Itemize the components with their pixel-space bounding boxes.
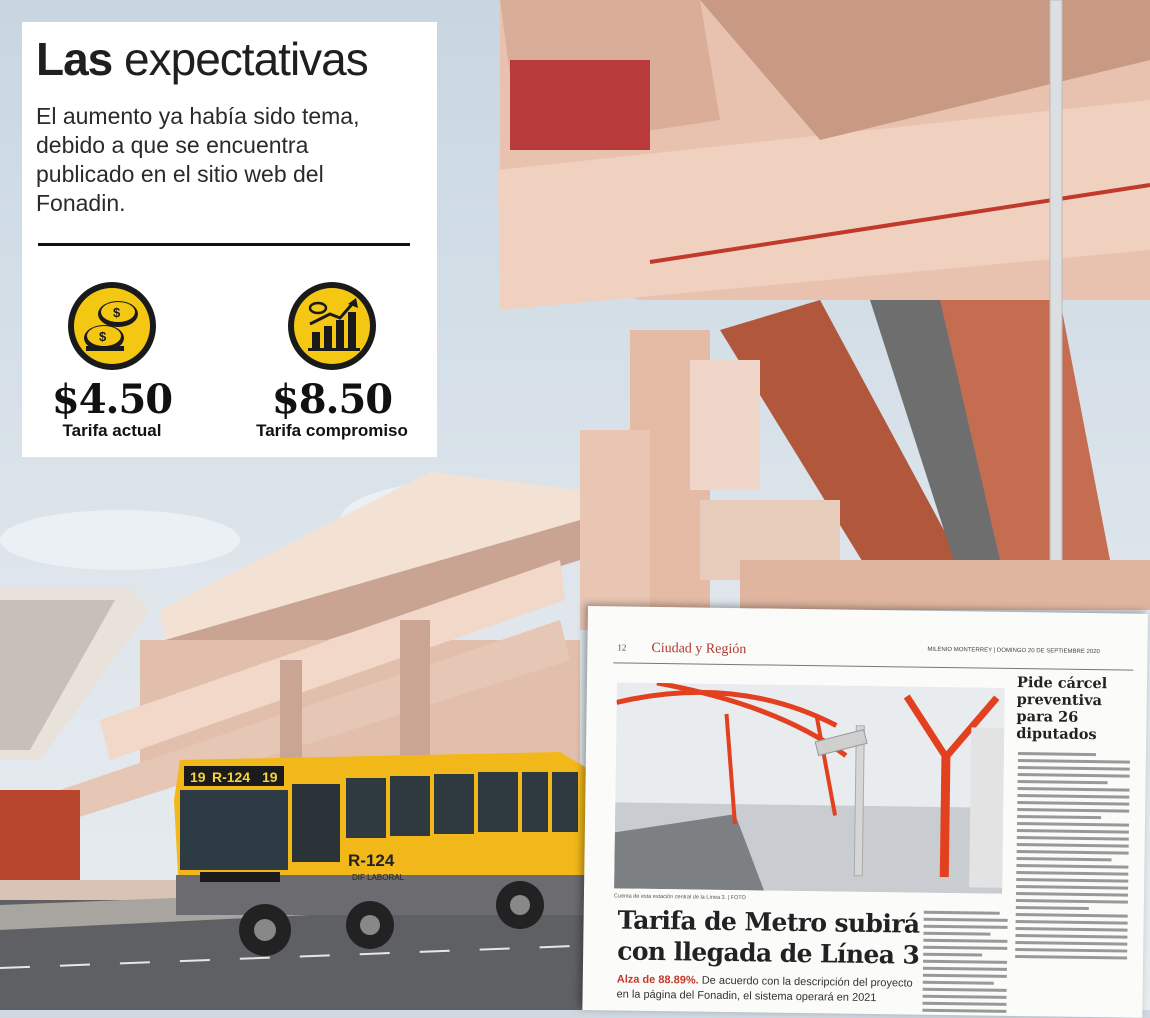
page-number: 12 <box>617 642 627 653</box>
article-headline: Tarifa de Metro subirá con llegada de Línea 3 <box>616 905 920 970</box>
stat-value: $8.50 <box>271 376 393 423</box>
stat-caption: Tarifa compromiso <box>256 421 408 440</box>
svg-text:R-124: R-124 <box>348 851 395 870</box>
platform-photo <box>614 682 1005 893</box>
dateline: MILENIO MONTERREY | DOMINGO 20 DE SEPTIEMBRE 2020 <box>927 646 1100 656</box>
side-headline: Pide cárcel preventiva para 26 diputados <box>1016 673 1108 744</box>
rising-chart-icon <box>286 280 378 372</box>
svg-text:19: 19 <box>262 769 278 785</box>
infobox-intro: El aumento ya había sido tema, debido a que se encuentra publicado en el sitio web del Fonadin. <box>36 103 360 216</box>
coins-icon <box>66 280 158 372</box>
section-name: Ciudad y Región <box>651 640 747 658</box>
infobox-headline <box>36 32 368 86</box>
svg-text:DIF LABORAL: DIF LABORAL <box>352 873 405 882</box>
article-lead <box>616 972 916 1006</box>
expectations-infobox <box>22 22 437 457</box>
headline-bold: Las <box>36 33 113 85</box>
svg-text:19: 19 <box>190 769 206 785</box>
svg-text:R-124: R-124 <box>212 769 251 785</box>
stat-value: $4.50 <box>51 376 173 423</box>
photo-caption: Cuenta de esta estación central de la Línea 3. | FOTO <box>613 893 746 902</box>
svg-text:$: $ <box>99 329 107 344</box>
headline-rest: expectativas <box>112 33 368 85</box>
article-column-text <box>922 911 1008 1018</box>
lead-highlight: Alza de 88.89%. <box>616 973 699 987</box>
svg-text:$: $ <box>113 305 121 320</box>
side-column-text <box>1015 752 1130 964</box>
newspaper-clipping <box>582 606 1148 1018</box>
stat-current-fare <box>22 280 202 441</box>
divider <box>38 243 410 246</box>
stat-committed-fare <box>242 280 422 441</box>
header-rule <box>613 662 1133 670</box>
stat-caption: Tarifa actual <box>62 421 162 440</box>
lead-text: De acuerdo con la descripción del proyecto en la página del Fonadin, el sistema operará en 2021 <box>616 974 913 1005</box>
